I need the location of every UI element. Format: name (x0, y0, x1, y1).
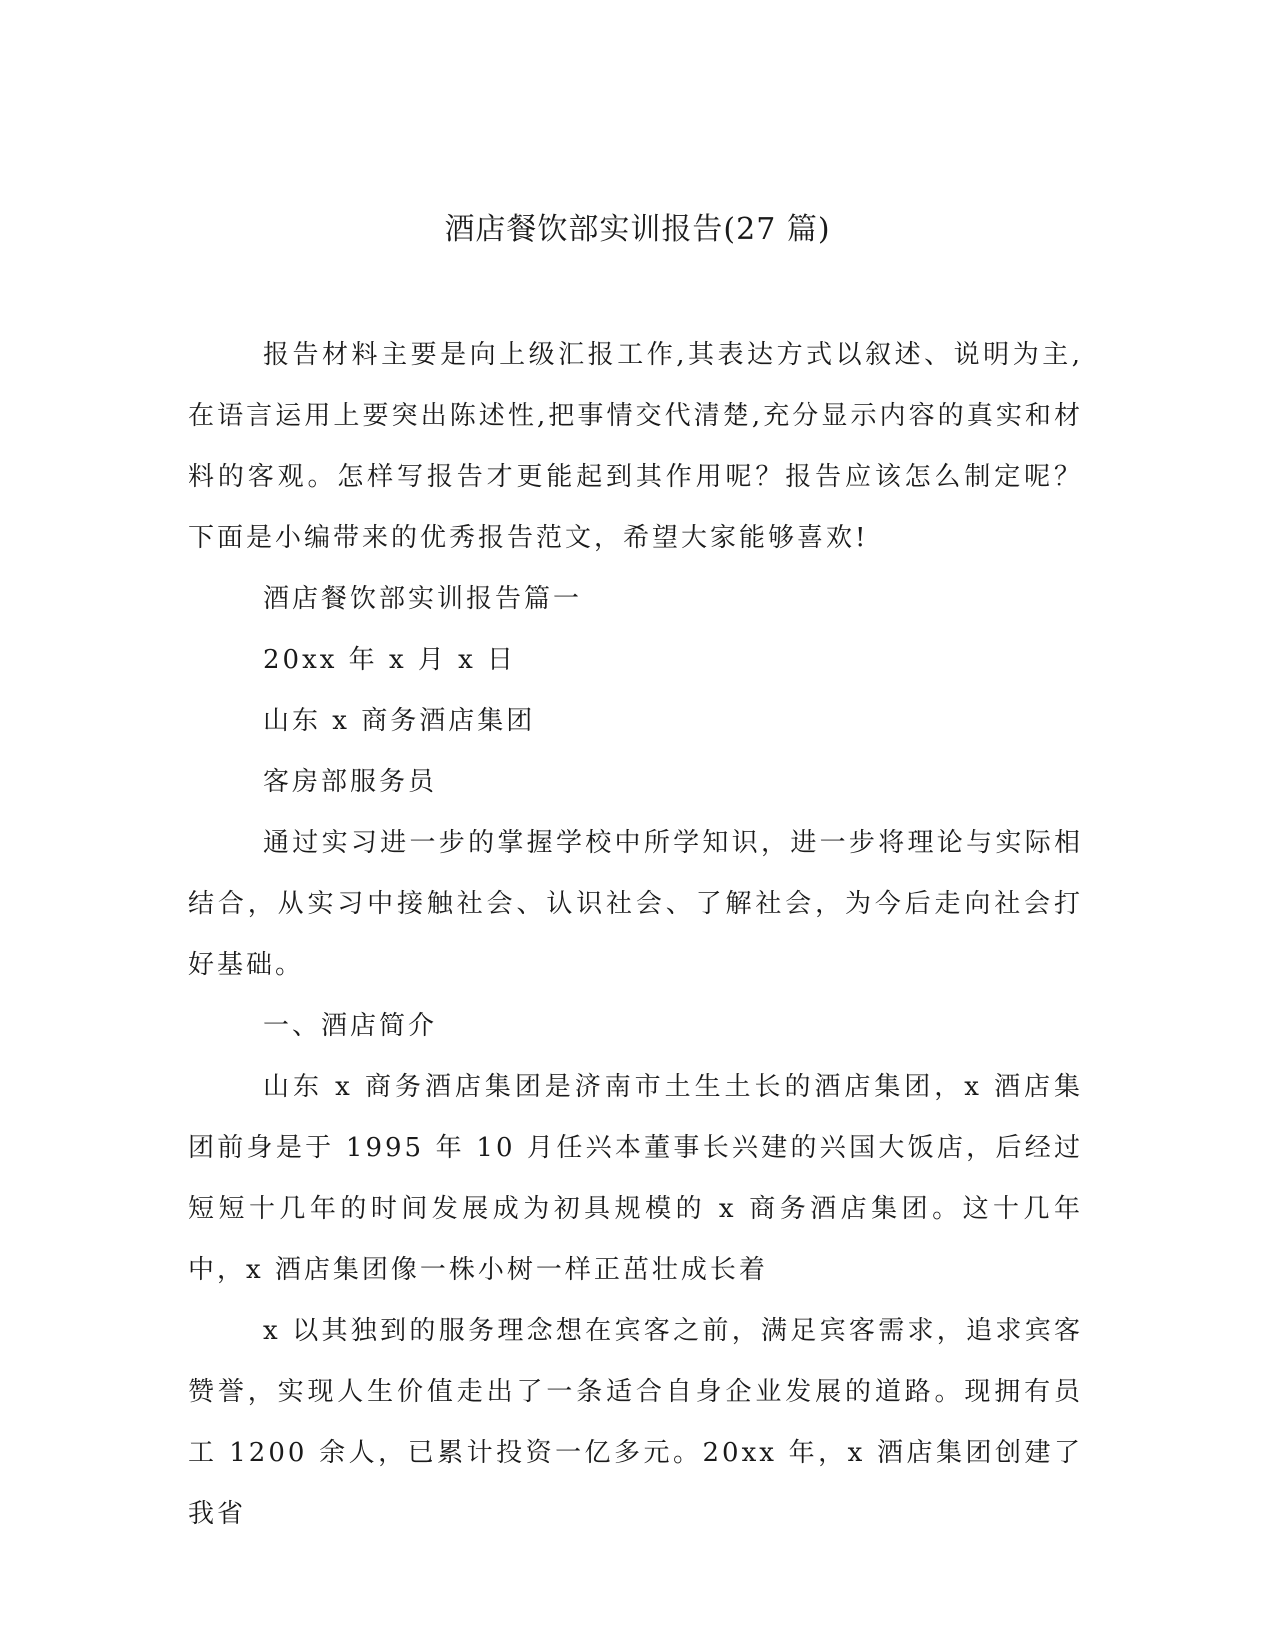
paragraph-date: 20xx 年 x 月 x 日 (263, 645, 517, 675)
paragraph-purpose: 通过实习进一步的掌握学校中所学知识，进一步将理论与实际相结合，从实习中接触社会、认识社会、了解社会，为今后走向社会打好基础。 (188, 828, 1083, 980)
subheading-hotel-intro: 一、酒店简介 (263, 1011, 438, 1041)
paragraph-hotel-history: 山东 x 商务酒店集团是济南市土生土长的酒店集团，x 酒店集团前身是于 1995 年 10 月任兴本董事长兴建的兴国大饭店，后经过短短十几年的时间发展成为初具规模的 x 商务酒店集团。这十几年中，x 酒店集团像一株小树一样正茁壮成长着 (188, 1072, 1083, 1285)
paragraph-company: 山东 x 商务酒店集团 (263, 706, 536, 736)
document-title: 酒店餐饮部实训报告(27 篇) (444, 212, 831, 247)
document-body (188, 325, 1083, 1545)
paragraph-position: 客房部服务员 (263, 767, 438, 797)
section-heading: 酒店餐饮部实训报告篇一 (263, 584, 583, 614)
paragraph-intro: 报告材料主要是向上级汇报工作,其表达方式以叙述、说明为主,在语言运用上要突出陈述性,把事情交代清楚,充分显示内容的真实和材料的客观。怎样写报告才更能起到其作用呢？报告应该怎么制定呢？下面是小编带来的优秀报告范文，希望大家能够喜欢! (188, 340, 1083, 553)
paragraph-hotel-philosophy: x 以其独到的服务理念想在宾客之前，满足宾客需求，追求宾客赞誉，实现人生价值走出了一条适合自身企业发展的道路。现拥有员工 1200 余人，已累计投资一亿多元。20xx 年，x 酒店集团创建了我省 (188, 1316, 1083, 1529)
